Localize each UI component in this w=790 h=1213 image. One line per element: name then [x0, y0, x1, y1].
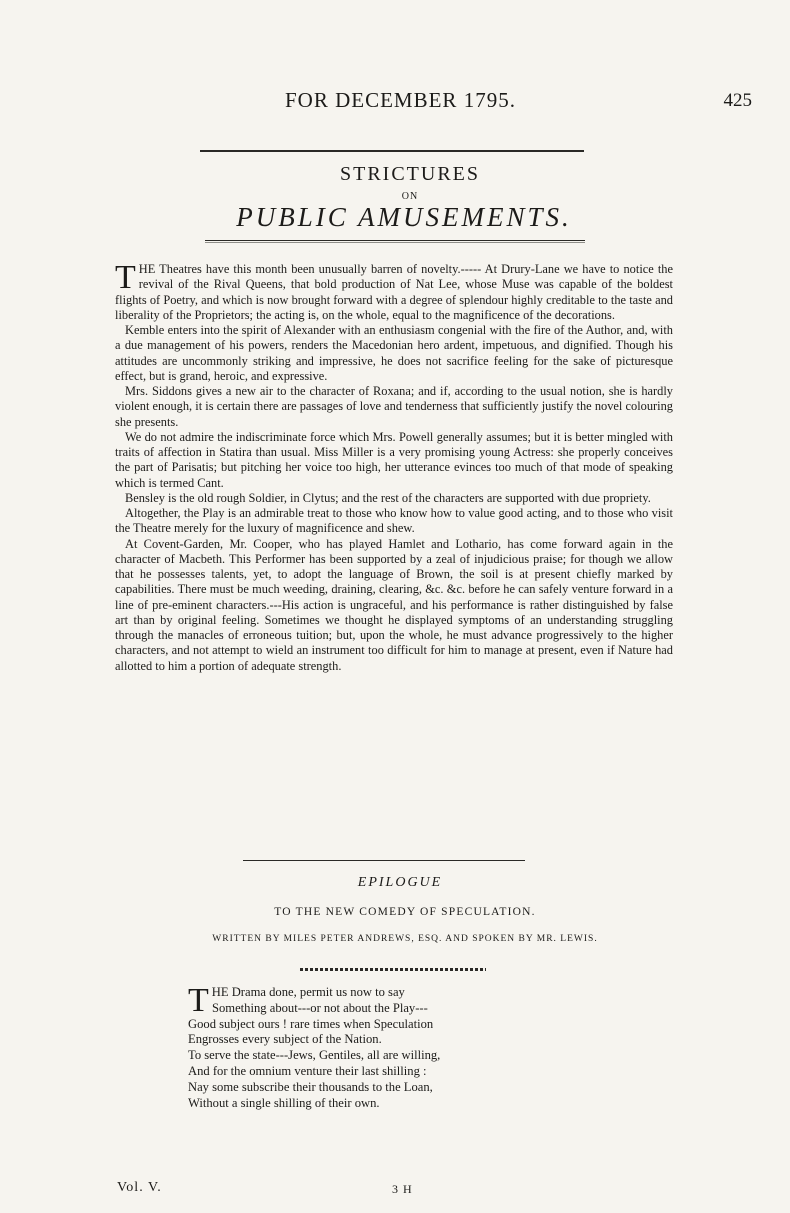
epilogue-credit: WRITTEN BY MILES PETER ANDREWS, ESQ. AND SPOKEN BY MR. LEWIS.	[212, 934, 598, 944]
poem-line: Something about---or not about the Play---	[212, 1000, 428, 1015]
paragraph: Bensley is the old rough Soldier, in Clytus; and the rest of the characters are supported with due propriety.	[125, 490, 651, 505]
article-body	[115, 259, 673, 674]
paragraph: Mrs. Siddons gives a new air to the character of Roxana; and if, according to the usual notion, she is hardly violent enough, it is certain there are passages of love and tenderness that sufficiently justify the novel colouring she presents.	[115, 384, 673, 429]
paragraph: Kemble enters into the spirit of Alexander with an enthusiasm congenial with the fire of the Author, and, with a due management of his powers, renders the Macedonian hero ardent, impetuous, and dignified. Though his attitudes are uncommonly striking and impressive, he does not sacrifice feeling for the sake of picturesque effect, but is grand, heroic, and expressive.	[115, 323, 673, 383]
article-title: STRICTURES	[339, 163, 481, 185]
running-head	[0, 88, 790, 116]
poem-line: THE Drama done, permit us now to say	[188, 982, 405, 1019]
poem-line: Engrosses every subject of the Nation.	[188, 1032, 382, 1047]
paragraph: We do not admire the indiscriminate force which Mrs. Powell generally assumes; but it is better mingled with traits of affection in Statira than usual. Miss Miller is a very promising young Actress: she properly conceives the part of Parisatis; but pitching her voice too high, her utterance evinces too much of that mode of speaking which is termed Cant.	[115, 429, 673, 490]
poem-line: Good subject ours ! rare times when Speculation	[188, 1016, 434, 1031]
section-rule	[243, 860, 525, 861]
article-connector: ON	[401, 191, 419, 202]
paragraph: At Covent-Garden, Mr. Cooper, who has played Hamlet and Lothario, has come forward again in the character of Macbeth. This Performer has been supported by a zeal of injudicious praise; for though we allow that he possesses talents, yet, to adopt the language of Brown, the soil is at present chiefly marked by capabilities. There must be much weeding, draining, clearing, &c. &c. before he can safely venture forward in a line of pre-eminent characters.---His action is ungraceful, and his performance is rather distinguished by false art than by original feeling. Sometimes we thought he displayed symptoms of an understanding struggling through the manacles of erroneous tuition; but, upon the whole, he must advance progressively to the higher characters, and not attempt to wield an instrument too difficult for him to manage at present, even if Nature had allotted to him a portion of adequate strength.	[115, 536, 673, 673]
running-title: FOR DECEMBER 1795.	[285, 88, 516, 112]
poem-line: To serve the state---Jews, Gentiles, all are willing,	[188, 1048, 441, 1063]
article-headline: PUBLIC AMUSEMENTS.	[236, 202, 572, 232]
volume-label: Vol. V.	[117, 1180, 162, 1195]
poem-line: Nay some subscribe their thousands to the Loan,	[188, 1079, 433, 1094]
paragraph: THE Theatres have this month been unusually barren of novelty.----- At Drury-Lane we have to notice the revival of the Rival Queens, that bold production of Nat Lee, whose Muse was capable of the boldest flights of Poetry, and which is now brought forward with a degree of splendour highly creditable to the taste and liberality of the Proprietors; the acting is, on the whole, equal to the magnificence of the decorations.	[115, 259, 673, 322]
signature-mark: 3 H	[392, 1182, 413, 1196]
epilogue-subtitle: TO THE NEW COMEDY OF SPECULATION.	[274, 906, 536, 918]
epilogue-poem	[188, 982, 608, 1111]
drop-cap: T	[115, 259, 136, 296]
headline-rule	[205, 240, 585, 241]
ornamental-rule	[300, 968, 486, 971]
top-rule	[200, 150, 584, 152]
epilogue-title: EPILOGUE	[357, 875, 443, 890]
paragraph: Altogether, the Play is an admirable treat to those who know how to value good acting, and to those who visit the Theatre merely for the luxury of magnificence and shew.	[115, 506, 673, 536]
drop-cap: T	[188, 982, 209, 1019]
poem-line: Without a single shilling of their own.	[188, 1095, 380, 1110]
poem-line: And for the omnium venture their last shilling :	[188, 1063, 427, 1078]
page-number: 425	[723, 90, 752, 111]
headline-rule-secondary	[205, 242, 585, 243]
